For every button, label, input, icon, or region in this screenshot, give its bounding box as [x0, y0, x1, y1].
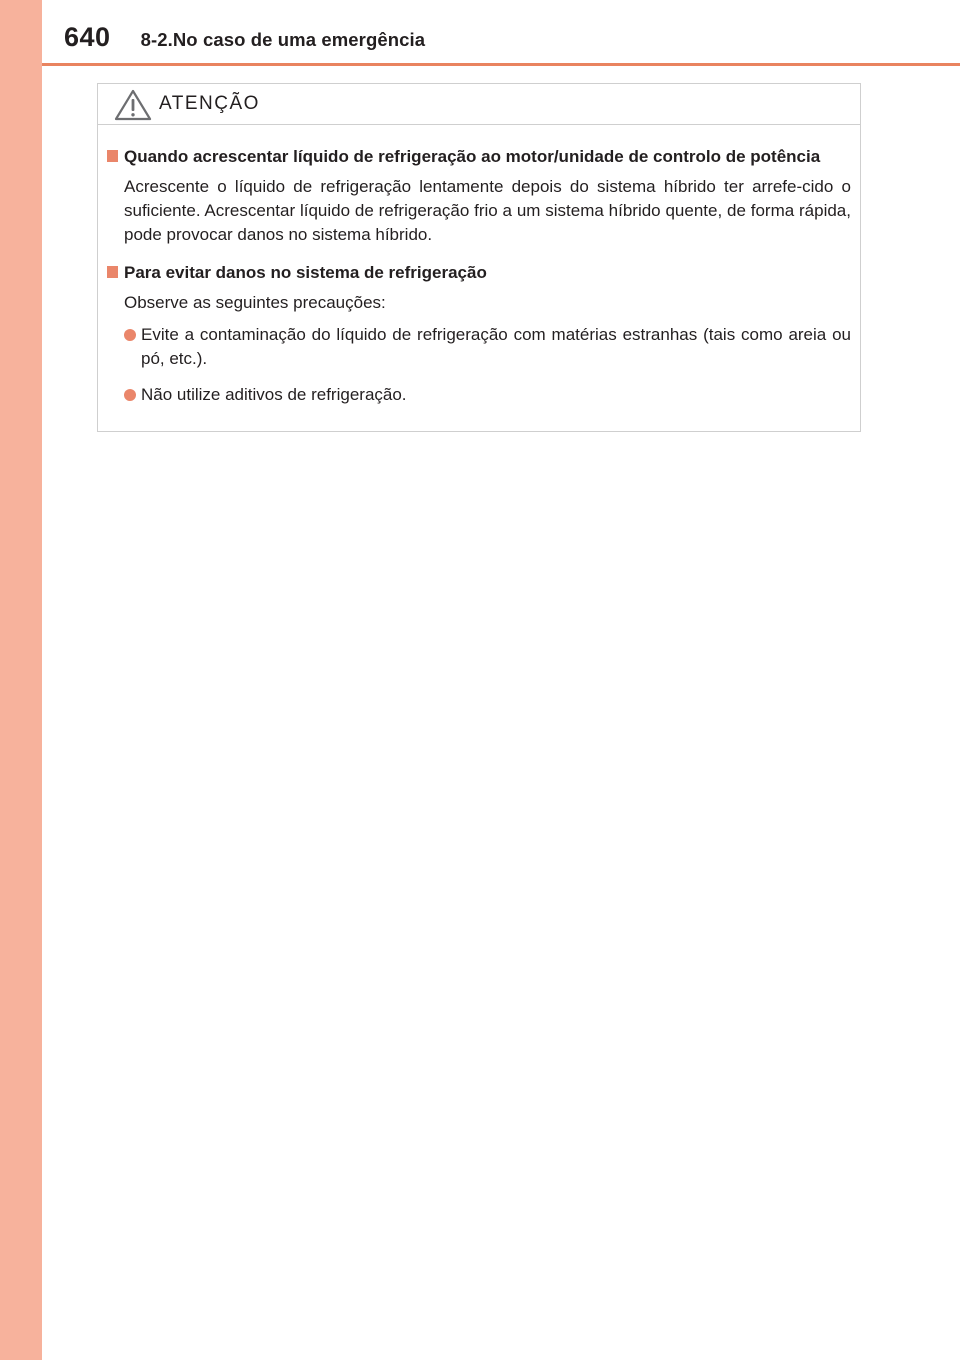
- warning-title: ATENÇÃO: [159, 93, 260, 114]
- warning-item-coolant-refill: [107, 145, 851, 247]
- list-item-text: Não utilize aditivos de refrigeração.: [141, 385, 407, 404]
- item-heading: [107, 145, 851, 169]
- warning-body: [98, 125, 860, 407]
- header-rule: [42, 63, 960, 66]
- circle-bullet-icon: [124, 389, 136, 401]
- warning-box: [97, 83, 861, 432]
- warning-header: [98, 84, 860, 125]
- item-heading-text: Quando acrescentar líquido de refrigeração ao motor/unidade de controlo de potência: [124, 147, 821, 166]
- item-heading-text: Para evitar danos no sistema de refrigeração: [124, 263, 487, 282]
- item-heading: [107, 261, 851, 285]
- item-paragraph: Acrescente o líquido de refrigeração lentamente depois do sistema híbrido ter arrefe-cido o suficiente. Acrescentar líquido de refrigeração frio a um sistema híbrido quente, de forma rápida, pode provocar danos no sistema híbrido.: [124, 177, 851, 244]
- list-item-text: Evite a contaminação do líquido de refrigeração com matérias estranhas (tais como areia ou pó, etc.).: [141, 325, 851, 368]
- page-header: [64, 22, 425, 62]
- square-bullet-icon: [107, 150, 118, 162]
- section-title: 8-2.No caso de uma emergência: [140, 29, 426, 50]
- side-color-stripe: [0, 0, 42, 1360]
- warning-triangle-icon: [114, 89, 152, 121]
- item-paragraph: Observe as seguintes precauções:: [124, 293, 386, 312]
- square-bullet-icon: [107, 266, 118, 278]
- circle-bullet-icon: [124, 329, 136, 341]
- list-item: [124, 323, 851, 371]
- page-number: 640: [64, 22, 111, 52]
- list-item: [124, 383, 851, 407]
- warning-item-cooling-system: [107, 261, 851, 407]
